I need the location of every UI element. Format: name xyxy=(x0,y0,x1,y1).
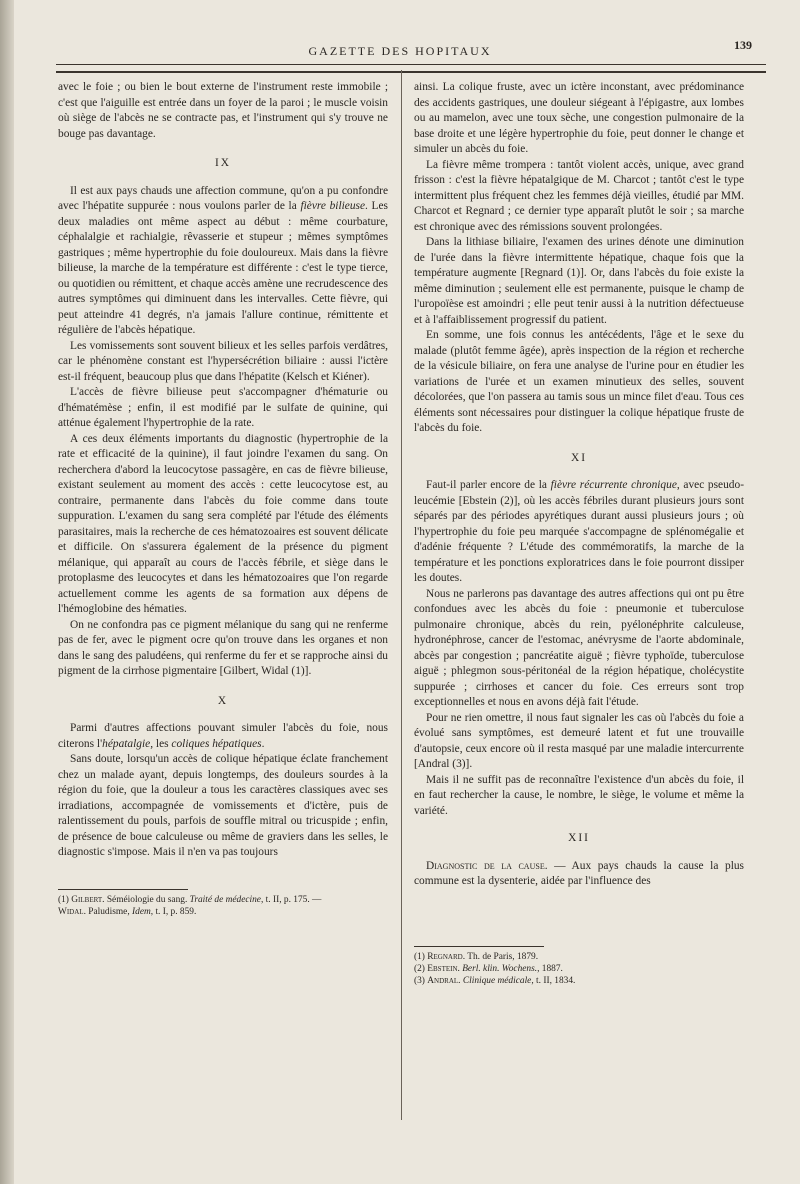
header-rule xyxy=(56,64,766,65)
footnote: (1) Regnard. Th. de Paris, 1879. xyxy=(414,951,539,962)
paragraph: Parmi d'autres affections pouvant simuler l'abcès du foie, nous citerons l'hépatalgie, les coliques hépatiques. xyxy=(58,722,388,750)
column-divider xyxy=(401,70,402,1120)
section-heading-xii: XII xyxy=(568,832,590,844)
section-heading-x: X xyxy=(217,694,229,707)
footnote: Widal. Paludisme, Idem, t. I, p. 859. xyxy=(58,906,197,917)
section-heading-ix: IX xyxy=(214,157,232,169)
right-column xyxy=(414,80,744,987)
footnote-rule xyxy=(414,946,544,947)
paragraph: Diagnostic de la cause. — Aux pays chauds la cause la plus commune est la dysenterie, aidée par l'influence des xyxy=(414,859,744,887)
header-rule-thick xyxy=(56,71,766,73)
paragraph: avec le foie ; ou bien le bout externe de l'instrument reste immobile ; c'est que l'aiguille est entrée dans un foyer de la paroi ; le muscle voisin où siège de l'abcès ne se contracte pas, et l'instrument qui s'y trouve ne bouge pas davantage. xyxy=(58,81,388,140)
paragraph: La fièvre même trompera : tantôt violent accès, unique, avec grand frisson : c'est la fièvre hépatalgique de M. Charcot ; tantôt c'est le type intermittent plus fréquent chez les femmes déjà vieilles, étudié par MM. Charcot et Regnard ; ce dernier type apparaît plutôt le soir ; sa marche est chronique avec des rémissions souvent prolongées. xyxy=(414,158,744,233)
running-header: GAZETTE DES HOPITAUX xyxy=(308,44,492,58)
section-heading-xi: XI xyxy=(570,451,588,464)
paragraph: Sans doute, lorsqu'un accès de colique hépatique éclate franchement chez un malade ayant, depuis longtemps, des douleurs sourdes à la région du foie, que la douleur a tous les caractères classiques avec ses irradiations, accompagnée de vomissements et d'ictère, puis de ralentissement du pouls, parfois de souffle mitral ou tricuspide ; enfin, de présence de boue calculeuse ou même de graviers dans les selles, le diagnostic s'impose. Mais il n'en va pas toujours xyxy=(58,753,388,858)
page-edge-shadow xyxy=(0,0,14,1184)
page-number: 139 xyxy=(734,38,752,52)
paragraph: A ces deux éléments importants du diagnostic (hypertrophie de la rate et efficacité de la quinine), il faut joindre l'examen du sang. On recherchera d'abord la leucocytose passagère, en cas de fièvre bilieuse, existant seulement au moment des accès : cette leucocytose est, au contraire, permanente dans l'abcès du foie comme dans toute suppuration. L'examen du sang sera complété par l'étude des éléments parasitaires, mais la recherche de ces hématozoaires est souvent délicate et difficile. On s'assurera également de la présence du pigment mélanique, qui apparaît au cours de l'accès fébrile, et siège dans le protoplasme des leucocytes et dans les hématozoaires que l'on regarde actuellement comme les agents de sa formation aux dépens de l'hémoglobine des hématies. xyxy=(58,432,388,615)
footnote-rule xyxy=(58,889,188,890)
paragraph: Faut-il parler encore de la fièvre récurrente chronique, avec pseudo-leucémie [Ebstein (2)], où les accès fébriles durant plusieurs jours sont séparés par des périodes apyrétiques durant aussi plusieurs jours ; où l'hypertrophie du foie peu marquée s'accompagne de splénomégalie et d'adénie fréquente ? L'étude des commémoratifs, la marche de la température et les ponctions exploratrices dans le foie pourront dissiper les doutes. xyxy=(414,479,744,584)
paragraph: ainsi. La colique fruste, avec un ictère inconstant, avec prédominance des accidents gastriques, une douleur siégeant à l'épigastre, aux lombes ou au mamelon, avec une toux sèche, une congestion pulmonaire de la base droite et une légère hypertrophie du foie, peut donner le change et simuler un abcès du foie. xyxy=(414,81,744,155)
footnote: (1) Gilbert. Séméiologie du sang. Traité de médecine, t. II, p. 175. — xyxy=(58,894,322,905)
paragraph: En somme, une fois connus les antécédents, l'âge et le sexe du malade (plutôt femme âgée), après inspection de la région et recherche de la vésicule biliaire, on fera une analyse de l'urine pour en étudier les variations de l'urée et un examen minutieux des selles, souvent décolorées, que l'on passera au tamis sous un mince filet d'eau. Tous ces éléments sont nécessaires pour distinguer la colique hépatique fruste de l'abcès du foie. xyxy=(414,329,744,434)
paragraph: Nous ne parlerons pas davantage des autres affections qui ont pu être confondues avec les abcès du foie : pneumonie et tuberculose pulmonaire chronique, abcès du rein, pyélonéphrite calculeuse, hydronéphrose, cancer de l'estomac, anévrysme de l'aorte abdominale, abcès par congestion ; pancréatite aiguë ; fièvre typhoïde, tuberculose aiguë ; phlegmon sous-péritonéal de la région hépatique, cholécystite suppurée ; cirrhoses et cancer du foie. Ces erreurs sont trop exceptionnelles et nous en avons déjà fait l'étude. xyxy=(414,587,744,708)
left-column xyxy=(58,80,388,918)
paragraph: On ne confondra pas ce pigment mélanique du sang qui ne renferme pas de fer, avec le pigment ocre qu'on trouve dans les organes et non dans le sang des paludéens, qui renferme du fer et se rapproche ainsi du pigment de la cirrhose pigmentaire [Gilbert, Widal (1)]. xyxy=(58,618,388,677)
paragraph: L'accès de fièvre bilieuse peut s'accompagner d'hématurie ou d'hématémèse ; enfin, il est modifié par le sulfate de quinine, qui atténue également l'hypertrophie de la rate. xyxy=(58,386,388,429)
footnote: (2) Ebstein. Berl. klin. Wochens., 1887. xyxy=(414,963,563,974)
paragraph: Les vomissements sont souvent bilieux et les selles parfois verdâtres, car le phénomène constant est l'hypersécrétion biliaire : aussi l'ictère est-il fréquent, beaucoup plus que dans l'hépatite (Kelsch et Kiéner). xyxy=(58,339,388,383)
paragraph: Pour ne rien omettre, il nous faut signaler les cas où l'abcès du foie a évolué sans symptômes, est demeuré latent et fut une trouvaille d'autopsie, ceux encore où il resta masqué par une maladie intercurrente [Andral (3)]. xyxy=(414,711,744,770)
paragraph: Dans la lithiase biliaire, l'examen des urines dénote une diminution de l'urée dans la fièvre intermittente hépatique, chaque fois que la température augmente [Regnard (1)]. Or, dans l'abcès du foie existe la même diminution ; seulement elle est permanente, puisque le champ de l'uropoïèse est amoindri ; elle peut tenir aussi à la nutrition défectueuse et à l'affaiblissement progressif du patient. xyxy=(414,236,744,326)
footnotes xyxy=(58,894,388,918)
paragraph: Mais il ne suffit pas de reconnaître l'existence d'un abcès du foie, il en faut rechercher la cause, le nombre, le siège, le volume et même la variété. xyxy=(414,773,744,817)
footnotes xyxy=(414,951,744,987)
footnote: (3) Andral. Clinique médicale, t. II, 1834. xyxy=(414,975,576,986)
paragraph: Il est aux pays chauds une affection commune, qu'on a pu confondre avec l'hépatite suppurée : nous voulons parler de la fièvre bilieuse. Les deux maladies ont même aspect au début : même courbature, céphalalgie et rachialgie, rêvasserie et stupeur ; mêmes symptômes gastriques ; même hypertrophie du foie douloureux. Mais dans la fièvre bilieuse, la marche de la température est différente : c'est le type tierce, ou quotidien ou rémittent, et chaque accès amène une recrudescence des autres symptômes qui diminuent dans les intervalles. Cette fièvre, qui peut atteindre 41 degrés, n'a jamais l'allure continue, rémittente et régulière de l'abcès hépatique. xyxy=(58,184,388,336)
